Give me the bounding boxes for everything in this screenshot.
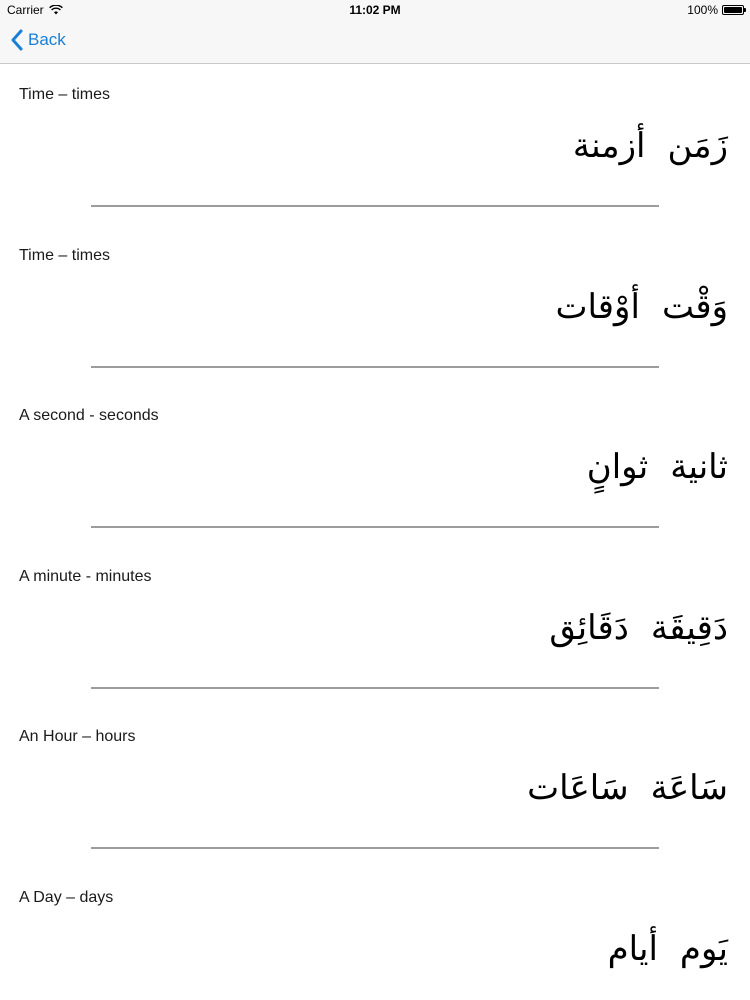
arabic-plural: أزمنة xyxy=(572,126,646,166)
arabic-plural: سَاعَات xyxy=(527,768,629,808)
divider xyxy=(91,687,659,689)
english-translation: A second - seconds xyxy=(19,407,159,424)
battery-percent: 100% xyxy=(687,3,718,17)
arabic-words xyxy=(555,287,728,327)
arabic-words xyxy=(587,447,728,487)
vocab-entry xyxy=(0,546,750,707)
vocab-entry xyxy=(0,225,750,386)
arabic-plural: ثوانٍ xyxy=(586,447,649,487)
english-translation: Time – times xyxy=(19,246,110,264)
vocab-entry xyxy=(0,867,750,1000)
english-translation: Time – times xyxy=(19,86,110,103)
arabic-words xyxy=(527,768,728,808)
arabic-singular: وَقْت xyxy=(661,286,728,327)
divider xyxy=(91,205,659,207)
arabic-plural: دَقَائِق xyxy=(549,607,629,648)
arabic-words xyxy=(573,126,728,166)
arabic-singular: سَاعَة xyxy=(650,768,728,808)
arabic-words xyxy=(549,608,728,648)
vocab-entry xyxy=(0,64,750,225)
vocab-entry xyxy=(0,706,750,867)
arabic-singular: يَوم xyxy=(679,928,728,969)
carrier-label: Carrier xyxy=(7,3,44,17)
divider xyxy=(91,847,659,849)
vocab-entry xyxy=(0,385,750,546)
arabic-plural: أيام xyxy=(607,928,658,969)
arabic-words xyxy=(608,929,728,969)
status-bar xyxy=(0,0,750,20)
english-translation: A minute - minutes xyxy=(19,567,152,585)
arabic-singular: دَقِيقَة xyxy=(650,607,728,648)
arabic-plural: أوْقات xyxy=(555,286,640,327)
english-translation: An Hour – hours xyxy=(19,728,136,745)
vocabulary-list[interactable] xyxy=(0,64,750,1000)
arabic-singular: زَمَن xyxy=(667,126,728,166)
arabic-singular: ثانية xyxy=(670,447,728,487)
battery-icon xyxy=(722,5,744,15)
chevron-left-icon xyxy=(10,29,23,51)
divider xyxy=(91,526,659,528)
battery-fill xyxy=(724,7,742,13)
navigation-bar xyxy=(0,20,750,64)
english-translation: A Day – days xyxy=(19,888,114,906)
status-battery xyxy=(687,3,744,17)
back-button[interactable] xyxy=(10,29,66,51)
back-label: Back xyxy=(28,30,66,49)
divider xyxy=(91,366,659,368)
status-time: 11:02 PM xyxy=(349,3,401,17)
